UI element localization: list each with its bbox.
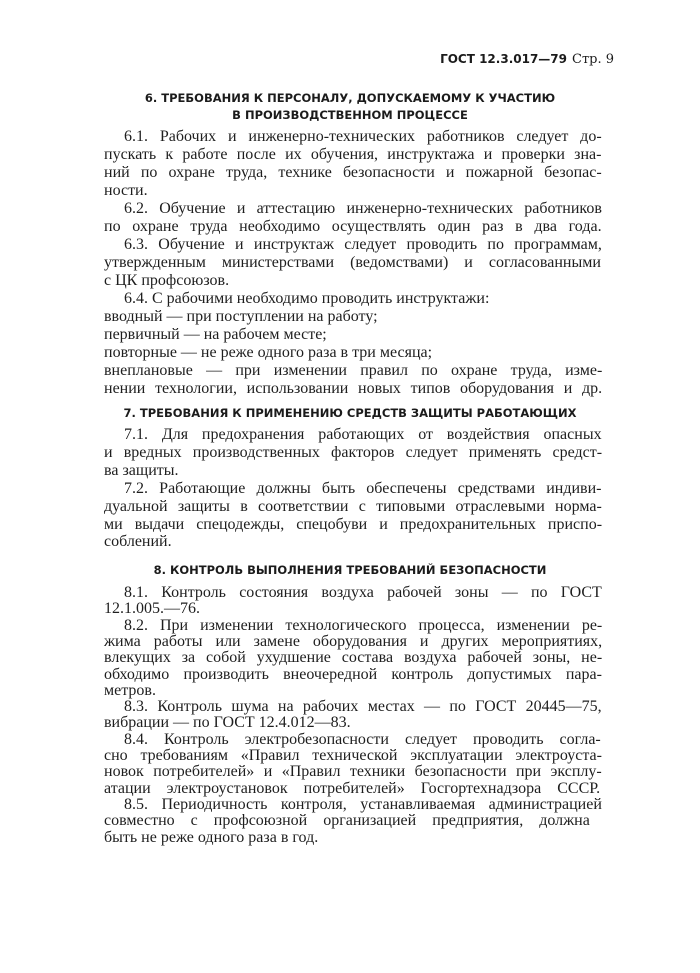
- paragraph-line: ний по охране труда, технике безопасности и пожарной безопас-: [104, 164, 602, 181]
- paragraph-line: жима работы или замене оборудования и других мероприятиях,: [104, 632, 603, 650]
- paragraph-line: повторные — не реже одного раза в три месяца;: [104, 344, 433, 361]
- paragraph-line: 6.4. С рабочими необходимо проводить инструктажи:: [124, 290, 490, 307]
- paragraph-line: 7.1. Для предохранения работающих от воздействия опасных: [124, 426, 602, 443]
- paragraph-line: вводный — при поступлении на работу;: [104, 308, 378, 325]
- paragraph-line: пускать к работе после их обучения, инструктажа и проверки зна-: [104, 146, 602, 163]
- gost-number: ГОСТ 12.3.017—79: [440, 52, 567, 66]
- paragraph-line: по охране труда необходимо осуществлять один раз в два года.: [104, 218, 602, 235]
- paragraph-line: 8.4. Контроль электробезопасности следует проводить согла-: [124, 730, 601, 748]
- paragraph-line: с ЦК профсоюзов.: [104, 272, 230, 289]
- running-header: [440, 52, 614, 67]
- paragraph-line: 12.1.005.—76.: [104, 600, 200, 618]
- paragraph-line: обходимо производить внеочередной контроль допустимых пара-: [104, 665, 602, 683]
- paragraph-line: 6.3. Обучение и инструктаж следует проводить по программам,: [124, 236, 602, 253]
- paragraph-line: 7.2. Работающие должны быть обеспечены средствами индиви-: [124, 479, 602, 497]
- paragraph-line: ми выдачи спецодежды, спецобуви и предохранительных приспо-: [104, 515, 603, 533]
- paragraph-line: вибрации — по ГОСТ 12.4.012—83.: [104, 714, 351, 732]
- page-number: Стр. 9: [572, 52, 614, 67]
- paragraph-line: первичный — на рабочем месте;: [104, 326, 327, 343]
- paragraph-line: атации электроустановок потребителей» Госгортехнадзора СССР.: [104, 779, 601, 797]
- paragraph-line: 8.5. Периодичность контроля, устанавливаемая администрацией: [124, 795, 602, 813]
- section-heading: В ПРОИЗВОДСТВЕННОМ ПРОЦЕССЕ: [232, 108, 468, 122]
- paragraph-line: сно требованиям «Правил технической эксплуатации электроуста-: [104, 747, 602, 764]
- paragraph-line: 6.1. Рабочих и инженерно-технических работников следует до-: [124, 128, 602, 145]
- paragraph-line: внеплановые — при изменении правил по охране труда, изме-: [104, 362, 603, 379]
- paragraph-line: дуальной защиты в соответствии с типовыми отраслевыми норма-: [104, 497, 602, 515]
- section-heading: 7. ТРЕБОВАНИЯ К ПРИМЕНЕНИЮ СРЕДСТВ ЗАЩИТЫ РАБОТАЮЩИХ: [123, 406, 577, 420]
- section-heading: 6. ТРЕБОВАНИЯ К ПЕРСОНАЛУ, ДОПУСКАЕМОМУ К УЧАСТИЮ: [144, 91, 556, 105]
- paragraph-line: 8.2. При изменении технологического процесса, изменении ре-: [124, 616, 603, 634]
- paragraph-line: ности.: [104, 182, 148, 199]
- paragraph-line: совместно с профсоюзной организацией предприятия, должна: [104, 812, 590, 830]
- paragraph-line: соблений.: [104, 533, 172, 551]
- paragraph-line: 8.1. Контроль состояния воздуха рабочей зоны — по ГОСТ: [124, 584, 602, 601]
- paragraph-line: быть не реже одного раза в год.: [104, 828, 319, 846]
- paragraph-line: новок потребителей» и «Правил техники безопасности при эксплу-: [104, 763, 602, 781]
- paragraph-line: нении технологии, использовании новых типов оборудования и др.: [104, 380, 603, 397]
- paragraph-line: ва защиты.: [104, 461, 179, 479]
- paragraph-line: утвержденным министерствами (ведомствами) и согласованными: [104, 254, 601, 271]
- section-heading: 8. КОНТРОЛЬ ВЫПОЛНЕНИЯ ТРЕБОВАНИЙ БЕЗОПАСНОСТИ: [153, 563, 547, 577]
- paragraph-line: метров.: [104, 681, 156, 699]
- paragraph-line: влекущих за собой ухудшение состава воздуха рабочей зоны, не-: [104, 649, 603, 667]
- paragraph-line: 8.3. Контроль шума на рабочих местах — по ГОСТ 20445—75,: [124, 698, 602, 716]
- paragraph-line: и вредных производственных факторов следует применять средст-: [104, 443, 603, 461]
- paragraph-line: 6.2. Обучение и аттестацию инженерно-технических работников: [124, 200, 602, 217]
